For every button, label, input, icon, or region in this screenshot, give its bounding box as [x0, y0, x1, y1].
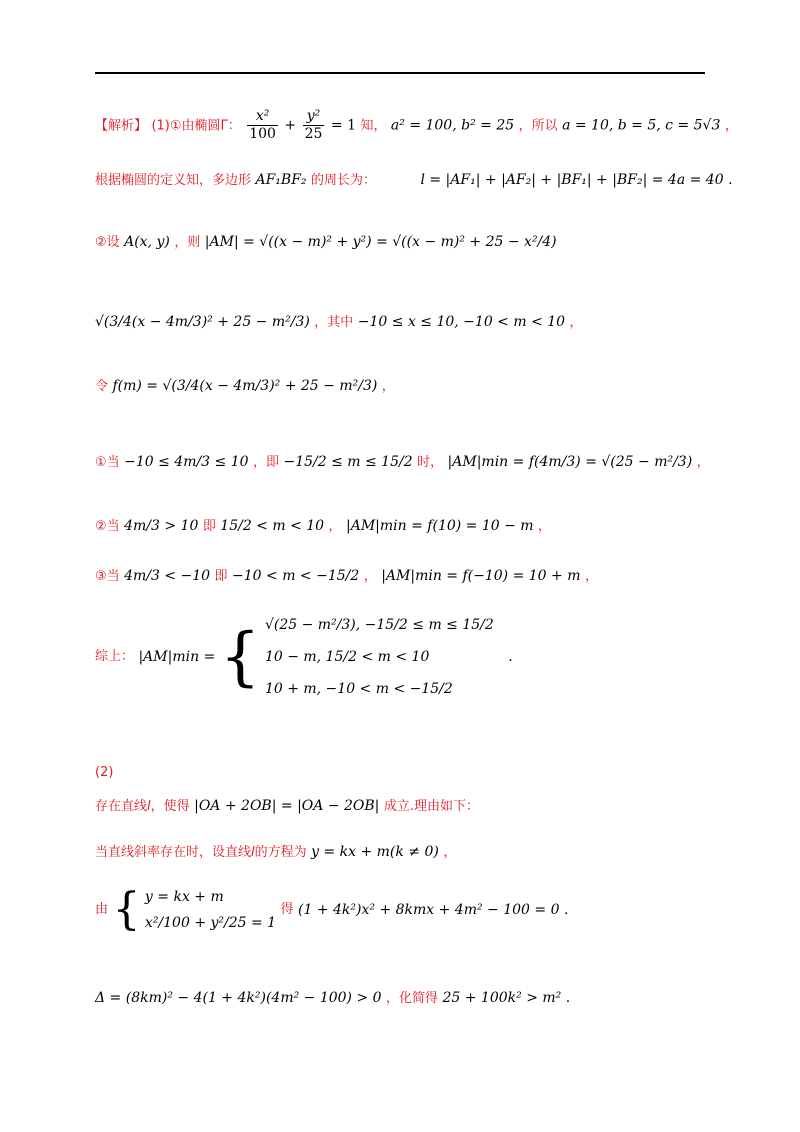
header-rule [95, 72, 705, 74]
summary-lhs: |AM|min = [138, 649, 216, 665]
ellipse-x-term: $\frac{\text{x²}}{100}$ [249, 108, 276, 142]
analysis-line-2: 根据椭圆的定义知，多边形 AF₁BF₂ 的周长为： l = |AF₁| + |AF₂| + |BF₁| + |BF₂| = 4a = 40 . [95, 172, 733, 188]
case-2-result: |AM|min = f(10) = 10 − m [346, 518, 534, 534]
system-eq-2: x²/100 + y²/25 = 1 [144, 915, 277, 931]
quadratic-result: (1 + 4k²)x² + 8kmx + 4m² − 100 = 0 [298, 902, 560, 918]
equation-system [145, 884, 276, 936]
case-2-line: ②当 4m/3 > 10 即 15/2 < m < 10 ， |AM|min = f(10) = 10 − m ， [95, 518, 552, 534]
analysis-label: 【解析】 [95, 118, 148, 134]
variable-range: −10 ≤ x ≤ 10, −10 < m < 10 [357, 314, 566, 330]
analysis-line-5: 令 f(m) = √(3/4(x − 4m/3)² + 25 − m²/3) ， [95, 378, 395, 394]
polygon-name: AF₁BF₂ [255, 172, 307, 188]
analysis-line-1: 【解析】 (1)①由椭圆Γ： $\frac{\text{x²}}{100}$ + $\frac{\text{y²}}{25}$ = 1 知， a² = 100, b² = 25 ，所以 a = 10, b = 5, c = 5√3 ， [95, 108, 738, 142]
piecewise-case-2: 10 − m, 15/2 < m < 10 [264, 649, 430, 665]
part-2-discriminant: Δ = (8km)² − 4(1 + 4k²)(4m² − 100) > 0 ，化简得 25 + 100k² > m² . [95, 990, 571, 1006]
system-eq-1: y = kx + m [144, 889, 224, 905]
point-a: A(x, y) [124, 234, 170, 250]
line-equation: y = kx + m(k ≠ 0) [311, 844, 439, 860]
f-definition: f(m) = √(3/4(x − 4m/3)² + 25 − m²/3) [112, 378, 378, 394]
discriminant-result: 25 + 100k² > m² [442, 990, 562, 1006]
case-1-result: |AM|min = f(4m/3) = √(25 − m²/3) [447, 454, 693, 470]
piecewise-cases [265, 606, 494, 708]
ab-values: a² = 100, b² = 25 [390, 117, 515, 134]
case-1-line: ①当 −10 ≤ 4m/3 ≤ 10 ，即 −15/2 ≤ m ≤ 15/2 时， |AM|min = f(4m/3) = √(25 − m²/3) ， [95, 454, 710, 470]
part-2-line-1: 存在直线l，使得 |OA + 2OB| = |OA − 2OB| 成立.理由如下： [95, 798, 479, 814]
system-brace: { [112, 884, 141, 935]
abc-values: a = 10, b = 5, c = 5√3 [562, 117, 721, 134]
case-3-result: |AM|min = f(−10) = 10 + m [381, 568, 581, 584]
discriminant-formula: Δ = (8km)² − 4(1 + 4k²)(4m² − 100) > 0 [95, 990, 382, 1006]
am-simplified-formula: √(3/4(x − 4m/3)² + 25 − m²/3) [95, 314, 310, 330]
part-2-label: (2) [95, 765, 114, 780]
analysis-line-3: ②设 A(x, y) ，则 |AM| = √((x − m)² + y²) = √((x − m)² + 25 − x²/4) [95, 234, 557, 250]
cases-brace: { [219, 620, 261, 694]
analysis-line-4: √(3/4(x − 4m/3)² + 25 − m²/3) ，其中 −10 ≤ x ≤ 10, −10 < m < 10 ， [95, 314, 583, 330]
case-3-line: ③当 4m/3 < −10 即 −10 < m < −15/2 ， |AM|min = f(−10) = 10 + m ， [95, 568, 598, 584]
vector-equation: |OA + 2OB| = |OA − 2OB| [194, 798, 380, 814]
part-2-line-2: 当直线斜率存在时，设直线l的方程为 y = kx + m(k ≠ 0) ， [95, 844, 457, 860]
ellipse-y-term: $\frac{\text{y²}}{25}$ [304, 108, 323, 142]
perimeter-formula: l = |AF₁| + |AF₂| + |BF₁| + |BF₂| = 4a = 40 [420, 172, 724, 188]
summary-block: 综上： |AM|min = { √(25 − m²/3), −15/2 ≤ m ≤ 15/2 10 − m, 15/2 < m < 10 10 + m, −10 < m < −15/2 . [95, 606, 513, 726]
am-distance-formula: |AM| = √((x − m)² + y²) = √((x − m)² + 25 − x²/4) [204, 234, 557, 250]
piecewise-case-1: √(25 − m²/3), −15/2 ≤ m ≤ 15/2 [264, 617, 494, 633]
part-2-system: 由 { y = kx + m x²/100 + y²/25 = 1 得 (1 + 4k²)x² + 8kmx + 4m² − 100 = 0 . [95, 884, 569, 935]
piecewise-case-3: 10 + m, −10 < m < −15/2 [264, 681, 453, 697]
